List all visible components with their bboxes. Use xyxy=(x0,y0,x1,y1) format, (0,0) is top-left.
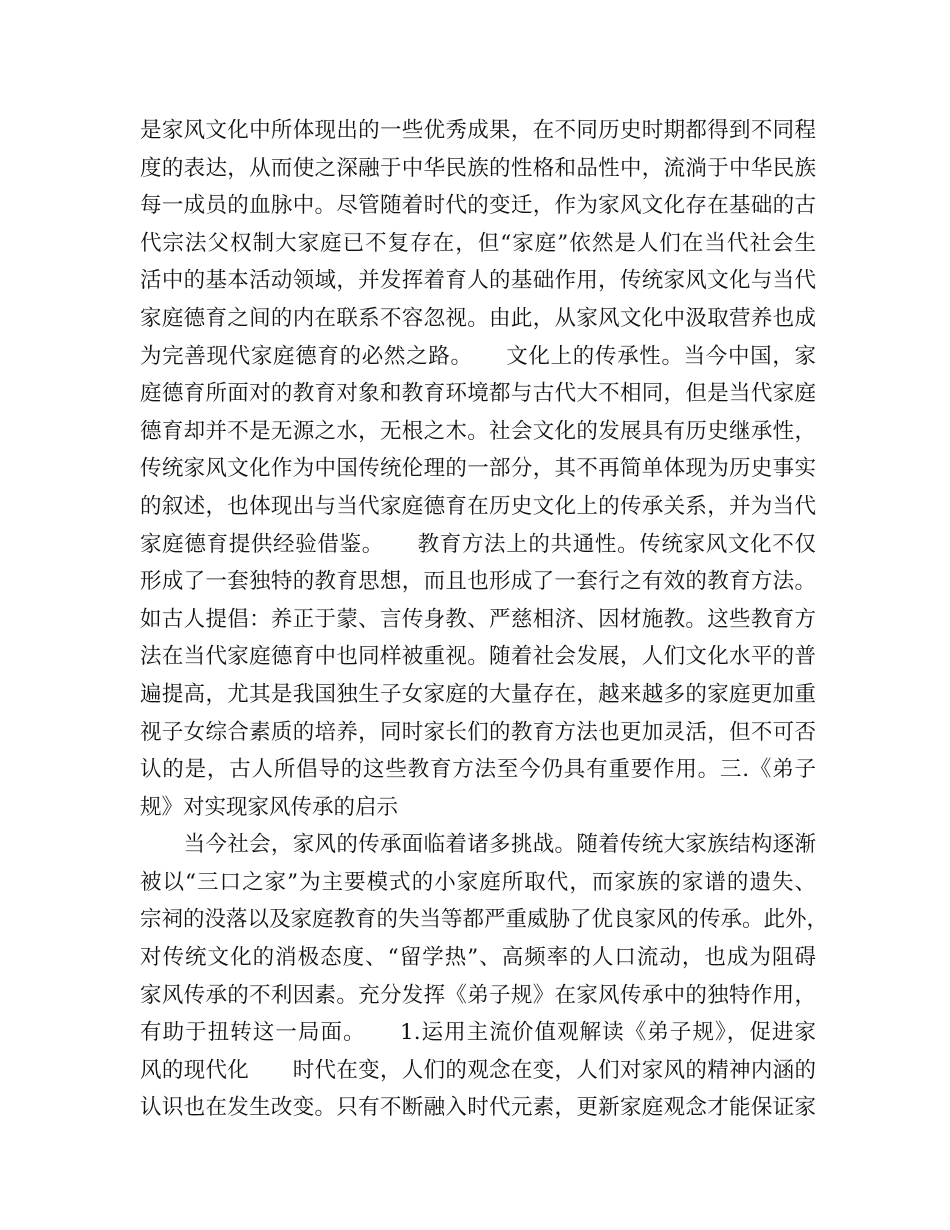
text-line: 传统家风文化作为中国传统伦理的一部分，其不再简单体现为历史事实 xyxy=(140,456,816,482)
text-line: 庭德育所面对的教育对象和教育环境都与古代大不相同，但是当代家庭 xyxy=(140,381,816,407)
paragraph-1 xyxy=(140,112,816,826)
text-line: 家庭德育之间的内在联系不容忽视。由此，从家风文化中汲取营养也成 xyxy=(140,305,816,331)
text-line: 如古人提倡：养正于蒙、言传身教、严慈相济、因材施教。这些教育方 xyxy=(140,606,816,632)
text-line: 每一成员的血脉中。尽管随着时代的变迁，作为家风文化存在基础的古 xyxy=(140,193,816,219)
text-line: 风的现代化 时代在变，人们的观念在变，人们对家风的精神内涵的 xyxy=(140,1057,816,1083)
text-line: 法在当代家庭德育中也同样被重视。随着社会发展，人们文化水平的普 xyxy=(140,644,816,670)
text-line: 家风传承的不利因素。充分发挥《弟子规》在家风传承中的独特作用， xyxy=(140,982,816,1008)
text-line: 代宗法父权制大家庭已不复存在，但“家庭”依然是人们在当代社会生 xyxy=(140,230,816,256)
text-line: 德育却并不是无源之水，无根之木。社会文化的发展具有历史继承性， xyxy=(140,418,816,444)
text-line: 度的表达，从而使之深融于中华民族的性格和品性中，流淌于中华民族 xyxy=(140,155,816,181)
text-line: 是家风文化中所体现出的一些优秀成果，在不同历史时期都得到不同程 xyxy=(140,118,816,143)
body-text xyxy=(140,112,829,1127)
text-line: 有助于扭转这一局面。 1.运用主流价值观解读《弟子规》，促进家 xyxy=(140,1020,816,1046)
text-line: 认的是，古人所倡导的这些教育方法至今仍具有重要作用。三.《弟子 xyxy=(140,757,816,783)
text-line: 被以“三口之家”为主要模式的小家庭所取代，而家族的家谱的遗失、 xyxy=(140,869,816,895)
text-line: 活中的基本活动领域，并发挥着育人的基础作用，传统家风文化与当代 xyxy=(140,268,816,294)
text-line: 规》对实现家风传承的启示 xyxy=(140,794,399,820)
text-line: 为完善现代家庭德育的必然之路。 文化上的传承性。当今中国，家 xyxy=(140,343,816,369)
text-line: 当今社会，家风的传承面临着诸多挑战。随着传统大家族结构逐渐 xyxy=(140,832,816,858)
text-line: 视子女综合素质的培养，同时家长们的教育方法也更加灵活，但不可否 xyxy=(140,719,816,745)
paragraph-2 xyxy=(140,826,829,1127)
text-line: 形成了一套独特的教育思想，而且也形成了一套行之有效的教育方法。 xyxy=(140,569,816,595)
text-line: 宗祠的没落以及家庭教育的失当等都严重威胁了优良家风的传承。此外， xyxy=(140,907,829,933)
text-line: 的叙述，也体现出与当代家庭德育在历史文化上的传承关系，并为当代 xyxy=(140,493,816,519)
text-line: 认识也在发生改变。只有不断融入时代元素，更新家庭观念才能保证家 xyxy=(140,1095,816,1121)
text-line: 对传统文化的消极态度、“留学热”、高频率的人口流动，也成为阻碍 xyxy=(140,945,816,971)
text-line: 遍提高，尤其是我国独生子女家庭的大量存在，越来越多的家庭更加重 xyxy=(140,681,816,707)
text-line: 家庭德育提供经验借鉴。 教育方法上的共通性。传统家风文化不仅 xyxy=(140,531,816,557)
